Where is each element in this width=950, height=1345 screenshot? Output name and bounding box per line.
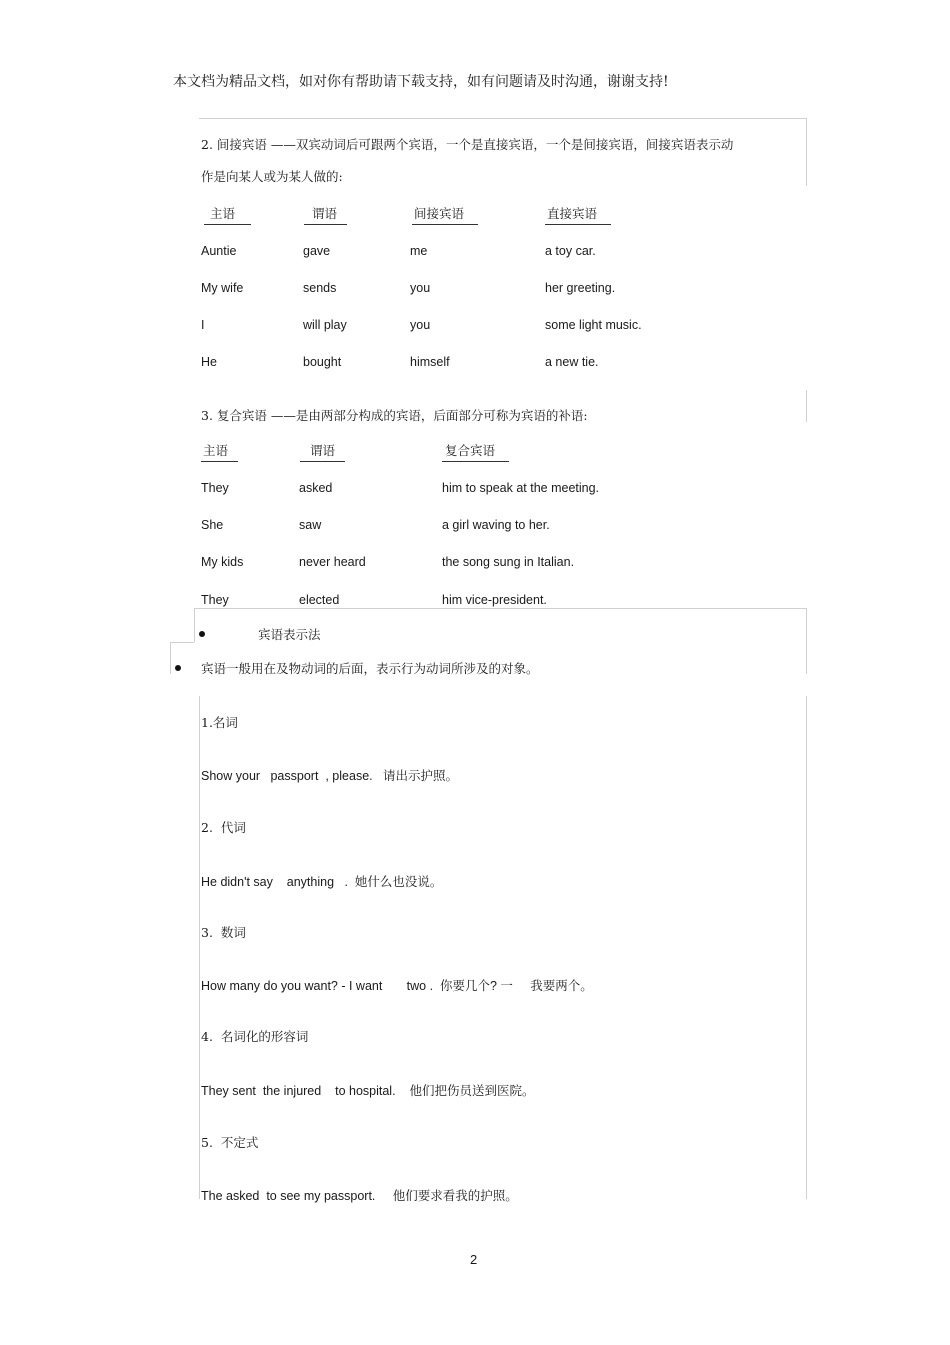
form-example: How many do you want? - I want two . 你要几个? 一 我要两个。 [201,979,593,993]
form-heading: 4. 名词化的形容词 [201,1029,309,1044]
table-cell: asked [299,481,333,495]
frame-line [806,608,807,674]
form-example: The asked to see my passport. 他们要求看我的护照。 [201,1189,518,1203]
forms-title: 宾语表示法 [258,627,321,642]
table-cell: They [201,593,229,607]
column-header-complex-object: 复合宾语 [442,441,509,462]
table-cell: a girl waving to her. [442,518,550,532]
bullet-icon [199,631,205,637]
table-cell: Auntie [201,244,237,258]
table-cell: My kids [201,555,244,569]
form-heading: 1.名词 [201,715,238,730]
table-cell: sends [303,281,337,295]
section2-line2: 作是向某人或为某人做的: [201,169,343,184]
table-cell: She [201,518,224,532]
table-cell: her greeting. [545,281,616,295]
frame-line [194,608,807,609]
frame-line [806,696,807,1199]
column-header-indirect-object: 间接宾语 [412,204,478,225]
table-cell: He [201,355,217,369]
frame-line [199,118,807,119]
frame-line [170,642,171,674]
column-header-predicate: 谓语 [300,441,345,462]
table-cell: the song sung in Italian. [442,555,575,569]
table-cell: saw [299,518,322,532]
form-example: He didn't say anything . 她什么也没说。 [201,875,443,889]
table-cell: gave [303,244,331,258]
document-header: 本文档为精品文档，如对你有帮助请下载支持，如有问题请及时沟通，谢谢支持! [173,74,669,90]
table-cell: himself [410,355,450,369]
section2-line1: 2. 间接宾语 ——双宾动词后可跟两个宾语，一个是直接宾语，一个是间接宾语，间接宾语表示动 [201,137,734,152]
table-cell: me [410,244,428,258]
column-header-predicate: 谓语 [304,204,347,225]
column-header-subject: 主语 [201,441,238,462]
frame-line [806,390,807,422]
table-cell: My wife [201,281,244,295]
form-heading: 3. 数词 [201,925,246,940]
table-cell: you [410,318,431,332]
bullet-icon [175,665,181,671]
frame-line [194,608,195,642]
table-cell: bought [303,355,342,369]
table-cell: They [201,481,229,495]
table-cell: you [410,281,431,295]
table-cell: I [201,318,205,332]
table-cell: him to speak at the meeting. [442,481,600,495]
page-number: 2 [470,1252,478,1267]
table-cell: some light music. [545,318,642,332]
table-cell: will play [303,318,347,332]
table-cell: never heard [299,555,366,569]
form-heading: 2. 代词 [201,820,246,835]
frame-line [199,696,200,1199]
frame-line [170,642,194,643]
form-heading: 5. 不定式 [201,1135,259,1150]
forms-intro: 宾语一般用在及物动词的后面，表示行为动词所涉及的对象。 [201,661,539,676]
table-cell: elected [299,593,340,607]
table-cell: a toy car. [545,244,596,258]
column-header-subject: 主语 [204,204,251,225]
form-example: Show your passport , please. 请出示护照。 [201,769,459,783]
frame-line [806,118,807,186]
section3-line1: 3. 复合宾语 ——是由两部分构成的宾语，后面部分可称为宾语的补语: [201,408,588,423]
table-cell: a new tie. [545,355,599,369]
form-example: They sent the injured to hospital. 他们把伤员送到医院。 [201,1084,535,1098]
column-header-direct-object: 直接宾语 [545,204,611,225]
table-cell: him vice-president. [442,593,547,607]
